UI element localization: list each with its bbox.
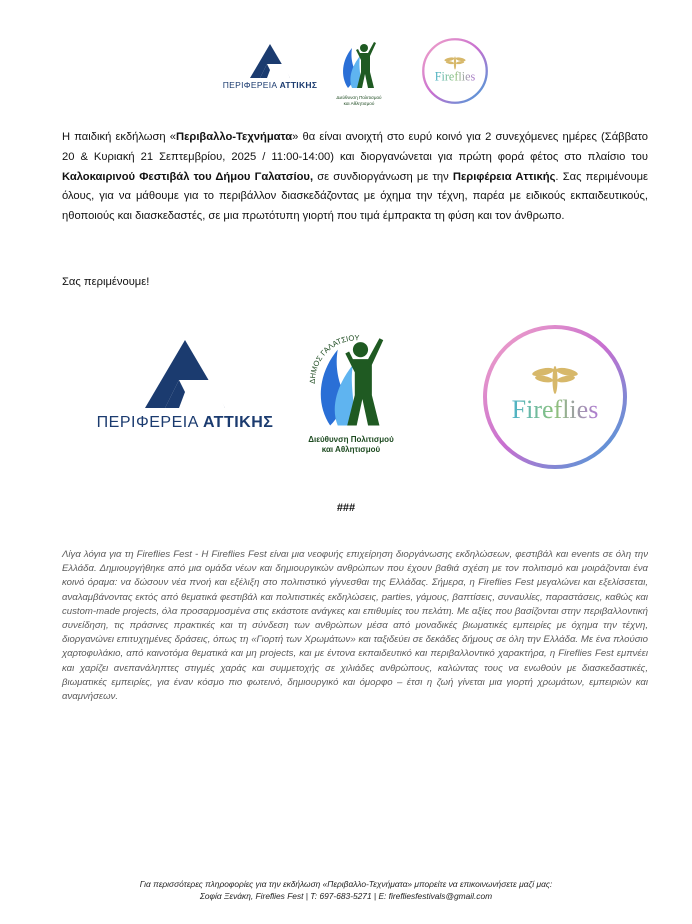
galatsi-figure-icon: [330, 38, 388, 90]
attica-wordmark: ΠΕΡΙΦΕΡΕΙΑ ΑΤΤΙΚΗΣ: [222, 80, 318, 90]
svg-text:Fireflies: Fireflies: [511, 395, 599, 424]
attica-wordmark: ΠΕΡΙΦΕΡΕΙΑ ΑΤΤΙΚΗΣ: [96, 414, 274, 431]
galatsi-figure-icon: [296, 330, 406, 430]
festival-name: Καλοκαιρινού Φεστιβάλ του Δήμου Γαλατσίου,: [62, 170, 314, 183]
galatsi-municipality-logo-small: [330, 38, 388, 110]
galatsi-caption: Διεύθυνση Πολιτισμού και Αθλητισμού: [308, 435, 394, 454]
region-name: Περιφέρεια Αττικής: [452, 170, 556, 183]
footer-line-info: Για περισσότερες πληροφορίες για την εκδήλωση «Περιβαλλο-Τεχνήματα» μπορείτε να επικοινωνήσετε μαζί μας:: [139, 879, 553, 889]
attica-region-logo-small: [222, 44, 318, 92]
attica-triangle-icon: [250, 44, 290, 78]
about-fireflies-paragraph: Λίγα λόγια για τη Fireflies Fest - Η Fireflies Fest είναι μια νεοφυής επιχείρηση διοργάνωσης εκδηλώσεων, φεστιβάλ και events σε όλη την Ελλάδα. Δημιουργήθηκε από μια ομάδα νέων και δημιουργικών ανθρώπων που έχουν βαθιά σχέση με τον πολιτισμό και μοιράζονται ένα κοινό όραμα: να δώσουν νέα πνοή και εξέλιξη στο πολιτιστικό γίγνεσθαι της Ελλάδας. Σήμερα, η Fireflies Fest μεγαλώνει και εξελίσσεται, αναλαμβάνοντας εκτός από θεματικά φεστιβάλ και πολιτιστικές εκδηλώσεις, parties, γάμους, βαπτίσεις, συναυλίες, παραστάσεις, καθώς και custom-made projects, όλα προσαρμοσμένα στις εκάστοτε ανάγκες και επιθυμίες του πελάτη. Με αξίες που βασίζονται στην περιβαλλοντική συνείδηση, τις πράσινες πρακτικές και τη σύνδεση των ανθρώπων μέσα από μοναδικές βιωματικές εμπειρίες με όχημα την τέχνη, διοργανώνει επιτυχημένες δράσεις, όπως τη «Γιορτή των Χρωμάτων» και ταξιδεύει σε δεκάδες δήμους σε όλη την Ελλάδα. Με ένα πλούσιο χαρτοφυλάκιο, από καινοτόμα θεματικά και μη projects, και με έντονα εκπαιδευτικό και περιβαλλοντικό χαρακτήρα, η Fireflies Fest εμπνέει και χαρίζει ανεπανάληπτες στιγμές χαράς και συμμετοχής σε χιλιάδες ανθρώπους, καλώντας τους να ενωθούν με διασκεδαστικές, βιωματικές εμπειρίες, για έναν κόσμο πιο φωτεινό, δημιουργικό και όμορφο – έτσι η ζωή γίνεται μια γιορτή χρωμάτων, εμπειριών και αναμνήσεων.: [62, 549, 648, 703]
dragonfly-icon: [532, 366, 579, 394]
contact-footer: [0, 878, 692, 902]
section-separator: ###: [336, 502, 356, 514]
attica-region-logo-large: [95, 340, 275, 440]
dragonfly-icon: [444, 57, 466, 70]
galatsi-municipality-logo-large: [296, 330, 406, 460]
closing-line: Σας περιμένουμε!: [62, 276, 150, 288]
svg-text:Fireflies: Fireflies: [434, 69, 476, 84]
svg-text:ΔΗΜΟΣ ΓΑΛΑΤΣΙΟΥ: ΔΗΜΟΣ ΓΑΛΑΤΣΙΟΥ: [307, 333, 360, 384]
attica-triangle-icon: [145, 340, 225, 408]
intro-paragraph: Η παιδική εκδήλωση «Περιβαλλο-Τεχνήματα» θα είναι ανοιχτή στο ευρύ κοινό για 2 συνεχόμενες ημέρες (Σάββατο 20 & Κυριακή 21 Σεπτεμβρίου, 2025 / 11:00-14:00) και διοργανώνεται για πρώτη φορά φέτος στο πλαίσιο του Καλοκαιρινού Φεστιβάλ του Δήμου Γαλατσίου, σε συνδιοργάνωση με την Περιφέρεια Αττικής. Σας περιμένουμε όλους, για να μάθουμε για το περιβάλλον διασκεδάζοντας με όχημα την τέχνη, παρέα με ειδικούς εκπαιδευτικούς, ηθοποιούς και διασκεδαστές, σε μια πρωτότυπη γιορτή που τιμά έμπρακτα τη φύση και τον άνθρωπο.: [62, 131, 648, 223]
footer-line-contact: Σοφία Ξενάκη, Fireflies Fest | T: 697-683-5271 | E: firefliesfestivals@gmail.com: [199, 891, 493, 901]
event-name: Περιβαλλο-Τεχνήματα: [176, 131, 293, 143]
fireflies-logo-small: [420, 36, 490, 106]
galatsi-caption: Διεύθυνση Πολιτισμού και Αθλητισμού: [336, 95, 382, 106]
fireflies-logo-large: [480, 322, 630, 472]
